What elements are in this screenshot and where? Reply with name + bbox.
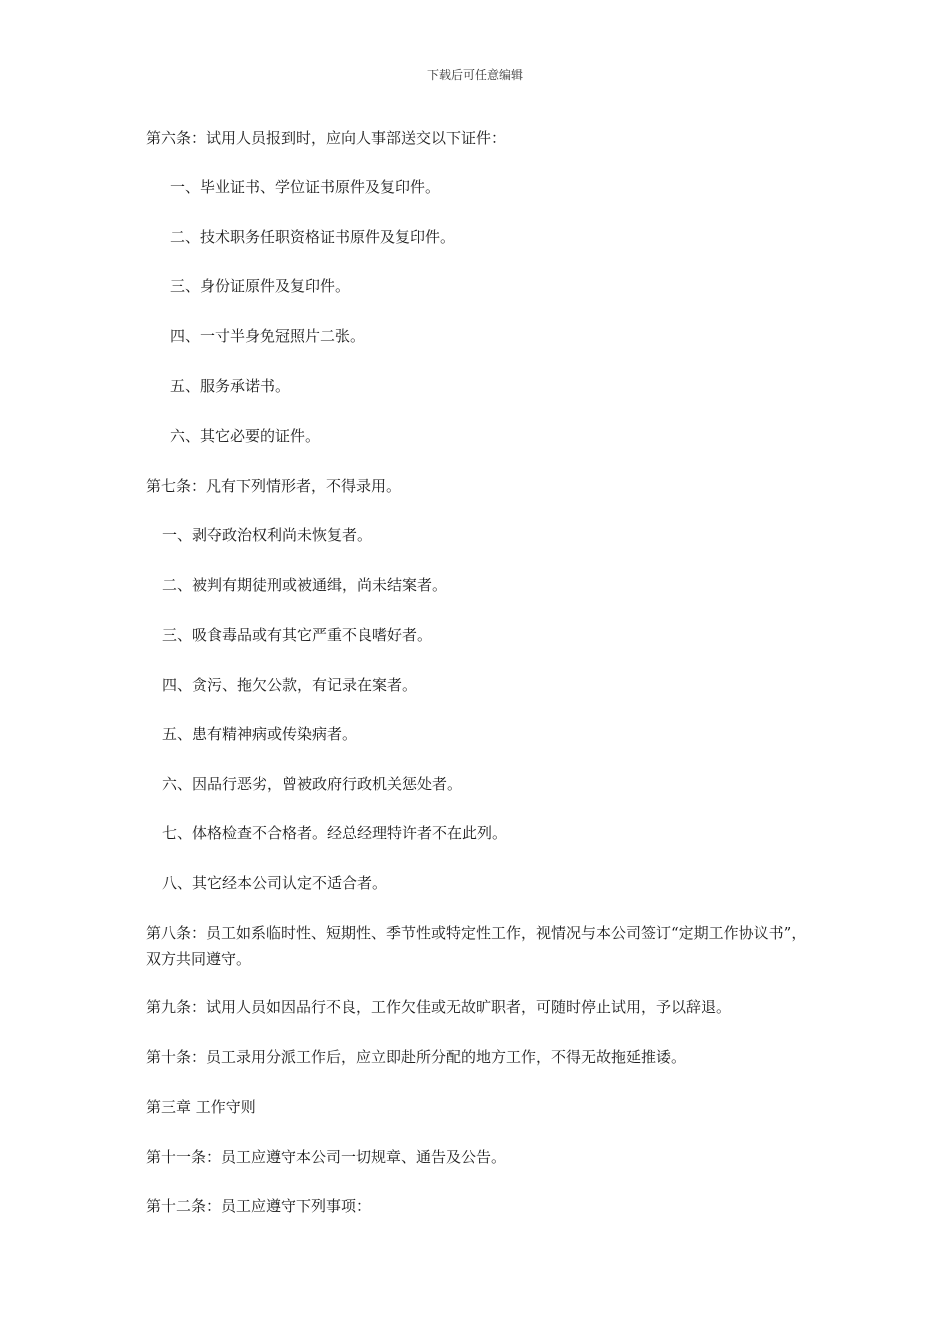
article-7-item-3: 三、吸食毒品或有其它严重不良嗜好者。 [162,626,433,644]
article-7: 第七条：凡有下列情形者，不得录用。 [146,477,402,495]
article-7-item-1: 一、剥夺政治权利尚未恢复者。 [162,526,373,544]
article-7-item-6: 六、因品行恶劣，曾被政府行政机关惩处者。 [162,775,463,793]
chapter-3-heading: 第三章 工作守则 [146,1098,256,1116]
article-6: 第六条：试用人员报到时，应向人事部送交以下证件： [146,129,507,147]
article-7-item-4: 四、贪污、拖欠公款，有记录在案者。 [162,676,418,694]
article-6-item-2: 二、技术职务任职资格证书原件及复印件。 [170,228,456,246]
article-7-item-2: 二、被判有期徒刑或被通缉，尚未结案者。 [162,576,448,594]
article-7-item-8: 八、其它经本公司认定不适合者。 [162,874,388,892]
article-11: 第十一条：员工应遵守本公司一切规章、通告及公告。 [146,1148,507,1166]
article-7-item-5: 五、患有精神病或传染病者。 [162,725,358,743]
page-header: 下载后可任意编辑 [426,68,523,82]
article-6-item-6: 六、其它必要的证件。 [170,427,321,445]
article-6-item-5: 五、服务承诺书。 [170,377,291,395]
article-8: 第八条：员工如系临时性、短期性、季节性或特定性工作，视情况与本公司签订“定期工作协议书”，双方共同遵守。 [146,924,807,968]
article-10: 第十条：员工录用分派工作后，应立即赴所分配的地方工作，不得无故拖延推诿。 [146,1048,687,1066]
article-7-item-7: 七、体格检查不合格者。经总经理特许者不在此列。 [162,824,508,842]
article-9: 第九条：试用人员如因品行不良，工作欠佳或无故旷职者，可随时停止试用，予以辞退。 [146,998,732,1016]
article-6-item-3: 三、身份证原件及复印件。 [170,277,351,295]
article-12: 第十二条：员工应遵守下列事项： [146,1197,372,1215]
article-6-item-4: 四、一寸半身免冠照片二张。 [170,327,366,345]
article-6-item-1: 一、毕业证书、学位证书原件及复印件。 [170,178,441,196]
